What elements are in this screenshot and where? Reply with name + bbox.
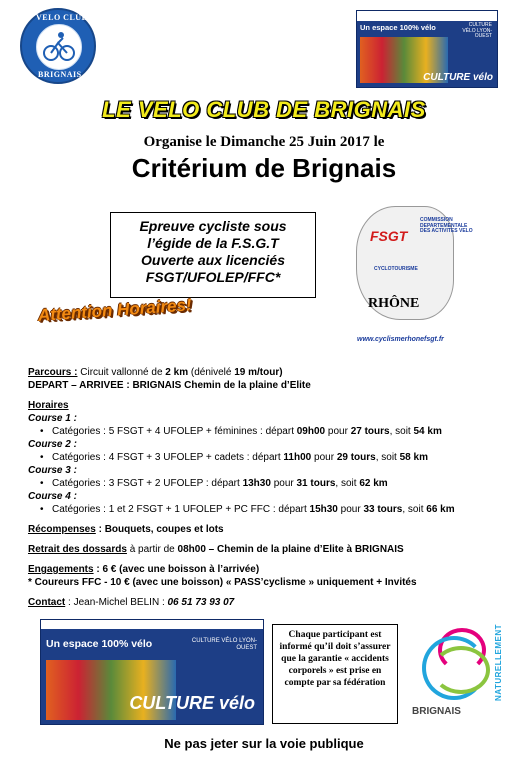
cat-soit: , soit (375, 452, 400, 463)
cat-text: Catégories : 4 FSGT + 3 UFOLEP + cadets : départ (52, 452, 284, 463)
contact-text: : Jean-Michel BELIN : (65, 597, 168, 608)
ad-brand-sub: CULTURE VÉLO LYON-OUEST (462, 22, 492, 39)
commission-label: COMMISSION DEPARTEMENTALE DES ACTIVITES VELO (420, 217, 473, 234)
sponsor-strip (357, 11, 497, 21)
ad-brand: CULTURE vélo (129, 693, 255, 713)
cat-time: 15h30 (309, 504, 338, 515)
website-link[interactable]: www.cyclismerhonefsgt.fr (357, 336, 444, 343)
box-line: l’égide de la F.S.G.T (147, 235, 279, 251)
brignais-name: BRIGNAIS (412, 706, 461, 717)
brignais-logo (408, 616, 516, 724)
attention-banner: Attention Horaires! (37, 295, 193, 325)
cat-soit: , soit (335, 478, 360, 489)
cat-tours: 33 tours (363, 504, 403, 515)
cat-km: 54 km (413, 426, 442, 437)
engagements-line1: : 6 € (avec une boisson à l’arrivée) (93, 564, 260, 575)
club-logo (20, 8, 96, 84)
cat-mid: pour (270, 478, 297, 489)
subtitle: Organise le Dimanche 25 Juin 2017 le (143, 134, 385, 150)
ad-tagline: Un espace 100% vélo (360, 23, 436, 32)
cat-km: 62 km (359, 478, 388, 489)
contact-label: Contact (28, 597, 66, 608)
recompenses-label: Récompenses (28, 524, 96, 535)
contact-phone[interactable]: 06 51 73 93 07 (167, 597, 235, 608)
parcours-label: Parcours : (28, 367, 78, 378)
cat-time: 13h30 (242, 478, 271, 489)
recompenses-text: : Bouquets, coupes et lots (95, 524, 224, 535)
sponsor-ad-top (356, 10, 498, 88)
cat-km: 58 km (399, 452, 428, 463)
cat-soit: , soit (389, 426, 414, 437)
course-categories (28, 451, 508, 464)
cat-time: 09h00 (296, 426, 326, 437)
retrait-text: à partir de (126, 544, 178, 555)
course-categories (28, 503, 508, 516)
cat-text: Catégories : 5 FSGT + 4 UFOLEP + féminines : départ (52, 426, 297, 437)
cyclo-label: CYCLOTOURISME (374, 266, 418, 272)
cat-text: Catégories : 1 et 2 FSGT + 1 UFOLEP + PC FFC : départ (52, 504, 310, 515)
sponsor-strip (41, 620, 263, 629)
course-categories (28, 477, 508, 490)
cat-text: Catégories : 3 FSGT + 2 UFOLEP : départ (52, 478, 243, 489)
cat-soit: , soit (402, 504, 427, 515)
ad-brand: CULTURE vélo (423, 72, 493, 83)
engagements-line2: * Coureurs FFC - 10 € (avec une boisson) « PASS’cyclisme » uniquement + Invités (28, 577, 417, 588)
parcours-text2: (dénivelé (188, 367, 235, 378)
page-title: LE VELO CLUB DE BRIGNAIS (102, 97, 426, 122)
box-line: FSGT/UFOLEP/FFC* (145, 269, 281, 285)
course-title: Course 2 (28, 439, 71, 450)
cat-tours: 29 tours (336, 452, 376, 463)
ad-tagline: Un espace 100% vélo (46, 638, 153, 650)
fsgt-label: FSGT (370, 228, 408, 244)
retrait-label: Retrait des dossards (28, 544, 127, 555)
engagements-label: Engagements (28, 564, 94, 575)
horaires-label: Horaires (28, 400, 69, 411)
ad-brand-sub: CULTURE VÉLO LYON-OUEST (191, 638, 257, 652)
fsgt-rhone-logo (350, 200, 482, 320)
course-title: Course 4 (28, 491, 71, 502)
logo-arc-icon (432, 646, 490, 694)
course-title: Course 1 (28, 413, 71, 424)
cat-km: 66 km (426, 504, 455, 515)
parcours-denivele: 19 m/tour) (234, 367, 283, 378)
depart-arrivee: DEPART – ARRIVEE : BRIGNAIS Chemin de la plaine d’Elite (28, 380, 311, 391)
event-details: Parcours : Circuit vallonné de 2 km (dénivelé 19 m/tour) DEPART – ARRIVEE : BRIGNAIS Chemin de la plaine d’Elite Horaires Course 1 : • Catégories : 5 FSGT + 4 UFOLEP + féminines : départ 09h00 pour 27 tours, soit 54 km Course 2 : • Catégories : 4 FSGT + 3 UFOLEP + cadets : départ 11h00 pour 29 tours, soit 58 km Course 3 : • Catégories : 3 FSGT + 2 UFOLEP : départ 13h30 pour 31 tours, soit 62 km Course 4 : • Catégories : 1 et 2 FSGT + 1 UFOLEP + PC FFC : départ 15h30 pour 33 tours, soit 66 km Récompenses : Bouquets, coupes et lots Retrait des dossards à partir de 08h00 – Chemin de la plaine d’Elite à BRIGNAIS Engagements : 6 € (avec une boisson à l’arrivée) * Coureurs FFC - 10 € (avec une boisson) « PASS’cyclisme » uniquement + Invités Contact : Jean-Michel BELIN : 06 51 73 93 07 (28, 366, 508, 609)
club-logo-text-bottom: BRIGNAIS (38, 70, 82, 79)
cat-tours: 27 tours (350, 426, 390, 437)
course-categories (28, 425, 508, 438)
retrait-time: 08h00 – Chemin de la plaine d’Elite à BRIGNAIS (177, 544, 404, 555)
box-line: Epreuve cycliste sous (139, 218, 287, 234)
rhone-label: RHÔNE (368, 296, 420, 311)
box-line: Ouverte aux licenciés (141, 252, 285, 268)
cat-mid: pour (325, 426, 351, 437)
cat-mid: pour (337, 504, 364, 515)
event-name: Critérium de Brignais (131, 153, 397, 183)
sponsor-ad-bottom (40, 619, 264, 725)
club-logo-text-top: VELO CLUB (36, 13, 88, 22)
insurance-notice: Chaque participant est informé qu’il doit s’assurer que la garantie « accidents corporels » est prise en compte par sa fédération (272, 624, 398, 724)
cat-tours: 31 tours (296, 478, 336, 489)
brignais-tag: NATURELLEMENT (494, 624, 503, 702)
eligibility-box (110, 212, 316, 298)
footer-note: Ne pas jeter sur la voie publique (164, 736, 364, 751)
parcours-text: Circuit vallonné de (77, 367, 166, 378)
cat-mid: pour (311, 452, 337, 463)
cat-time: 11h00 (283, 452, 312, 463)
parcours-km: 2 km (165, 367, 189, 378)
course-title: Course 3 (28, 465, 71, 476)
cyclist-icon (36, 24, 82, 70)
